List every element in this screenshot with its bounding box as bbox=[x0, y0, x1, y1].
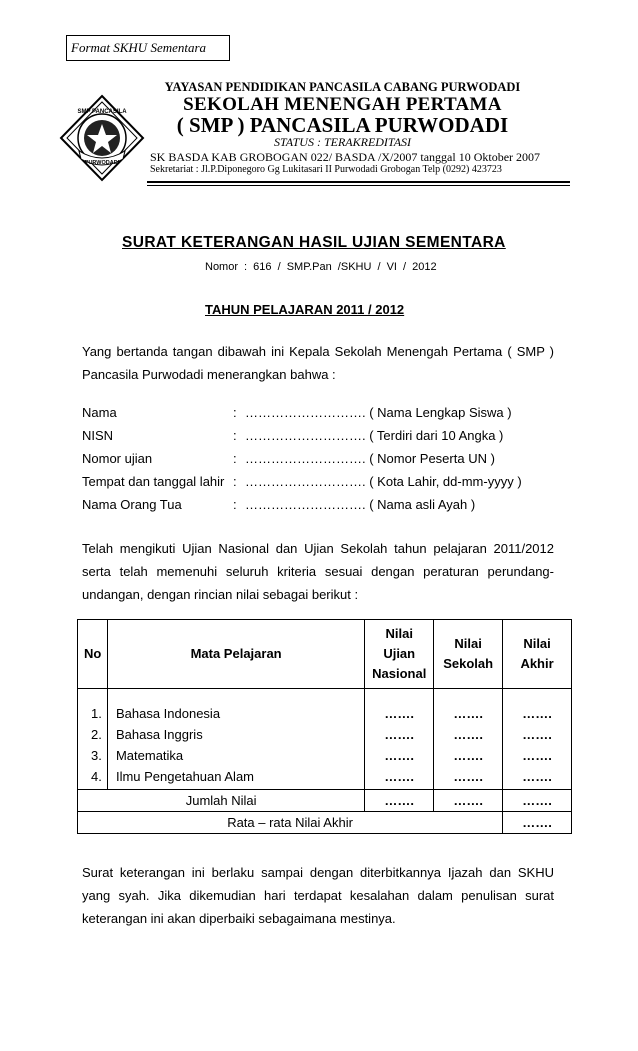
subject-name: Matematika bbox=[115, 748, 184, 763]
score-value: ……. bbox=[522, 706, 552, 721]
field-label: NISN bbox=[82, 428, 114, 443]
total-national: ……. bbox=[365, 790, 434, 812]
average-final: ……. bbox=[503, 812, 572, 834]
academic-year: TAHUN PELAJARAN 2011 / 2012 bbox=[205, 302, 405, 317]
statement-paragraph: Telah mengikuti Ujian Nasional dan Ujian Sekolah tahun pelajaran 2011/2012 serta telah memenuhi seluruh kriteria sesuai dengan peraturan perundang-undangan, dengan rincian nilai sebagai berikut : bbox=[82, 541, 554, 602]
total-label: Jumlah Nilai bbox=[78, 790, 365, 812]
field-value: ………………………. ( Terdiri dari 10 Angka ) bbox=[245, 428, 504, 443]
header-subject: Mata Pelajaran bbox=[107, 620, 364, 689]
score-value: ……. bbox=[453, 727, 483, 742]
field-value: ………………………. ( Nomor Peserta UN ) bbox=[245, 451, 495, 466]
secretariat-address: Sekretariat : Jl.P.Diponegoro Gg Lukitasari II Purwodadi Grobogan Telp (0292) 423723 bbox=[150, 164, 502, 175]
school-name-line1: SEKOLAH MENENGAH PERTAMA bbox=[183, 94, 502, 115]
score-value: ……. bbox=[384, 706, 415, 721]
score-value: ……. bbox=[453, 748, 483, 763]
average-label: Rata – rata Nilai Akhir bbox=[78, 812, 503, 834]
field-value: ………………………. ( Kota Lahir, dd-mm-yyyy ) bbox=[245, 474, 522, 489]
letterhead-rule-thick bbox=[147, 181, 570, 183]
closing-paragraph: Surat keterangan ini berlaku sampai dengan diterbitkannya Ijazah dan SKHU yang syah. Jika dikemudian hari terdapat kesalahan dalam penulisan surat keterangan ini akan diperbaiki sebagaimana mestinya. bbox=[82, 865, 554, 926]
school-name-line2: ( SMP ) PANCASILA PURWODADI bbox=[176, 113, 509, 137]
header-national-exam: Nilai Ujian Nasional bbox=[365, 620, 434, 689]
row-number: 1. bbox=[91, 706, 102, 721]
average-row bbox=[78, 812, 572, 834]
subject-name: Ilmu Pengetahuan Alam bbox=[115, 769, 255, 784]
score-value: ……. bbox=[384, 727, 415, 742]
school-logo bbox=[57, 93, 147, 183]
score-value: ……. bbox=[384, 769, 415, 784]
score-value: ……. bbox=[522, 748, 552, 763]
field-value: ………………………. ( Nama Lengkap Siswa ) bbox=[245, 405, 512, 420]
field-colon: : bbox=[233, 428, 237, 443]
row-school-scores bbox=[434, 689, 503, 790]
logo-text-top: SMP PANCASILA bbox=[77, 109, 127, 115]
field-label: Nama bbox=[82, 405, 117, 420]
foundation-name: YAYASAN PENDIDIKAN PANCASILA CABANG PURWODADI bbox=[164, 80, 521, 94]
accreditation-status: STATUS : TERAKREDITASI bbox=[273, 135, 412, 149]
field-label: Tempat dan tanggal lahir bbox=[82, 474, 225, 489]
field-label: Nama Orang Tua bbox=[82, 497, 182, 512]
format-label: Format SKHU Sementara bbox=[66, 35, 230, 61]
score-value: ……. bbox=[453, 706, 483, 721]
row-number: 3. bbox=[91, 748, 102, 763]
row-final-scores bbox=[503, 689, 572, 790]
table-body-row bbox=[78, 689, 572, 790]
field-label: Nomor ujian bbox=[82, 451, 153, 466]
subject-name: Bahasa Inggris bbox=[115, 727, 203, 742]
header-school-score: Nilai Sekolah bbox=[434, 620, 503, 689]
row-number: 4. bbox=[91, 769, 102, 784]
field-value: ………………………. ( Nama asli Ayah ) bbox=[245, 497, 476, 512]
row-numbers bbox=[78, 689, 108, 790]
intro-paragraph: Yang bertanda tangan dibawah ini Kepala Sekolah Menengah Pertama ( SMP ) Pancasila Purwodadi menerangkan bahwa : bbox=[82, 344, 554, 382]
score-value: ……. bbox=[522, 769, 552, 784]
score-value: ……. bbox=[453, 769, 483, 784]
row-subjects bbox=[107, 689, 364, 790]
field-colon: : bbox=[233, 474, 237, 489]
row-number: 2. bbox=[91, 727, 102, 742]
header-no: No bbox=[78, 620, 108, 689]
field-colon: : bbox=[233, 497, 237, 512]
grades-table bbox=[77, 619, 572, 834]
table-header-row bbox=[78, 620, 572, 689]
row-national-scores bbox=[365, 689, 434, 790]
logo-text-bottom: PURWODADI bbox=[84, 160, 120, 166]
letterhead-rule-thin bbox=[147, 185, 570, 186]
score-value: ……. bbox=[384, 748, 415, 763]
total-row bbox=[78, 790, 572, 812]
field-colon: : bbox=[233, 405, 237, 420]
subject-name: Bahasa Indonesia bbox=[115, 706, 221, 721]
score-value: ……. bbox=[522, 727, 552, 742]
document-number: Nomor : 616 / SMP.Pan /SKHU / VI / 2012 bbox=[205, 261, 437, 273]
header-final-score: Nilai Akhir bbox=[503, 620, 572, 689]
decree-line: SK BASDA KAB GROBOGAN 022/ BASDA /X/2007 tanggal 10 Oktober 2007 bbox=[150, 150, 541, 164]
total-school: ……. bbox=[434, 790, 503, 812]
total-final: ……. bbox=[503, 790, 572, 812]
document-title: SURAT KETERANGAN HASIL UJIAN SEMENTARA bbox=[122, 234, 506, 251]
field-colon: : bbox=[233, 451, 237, 466]
